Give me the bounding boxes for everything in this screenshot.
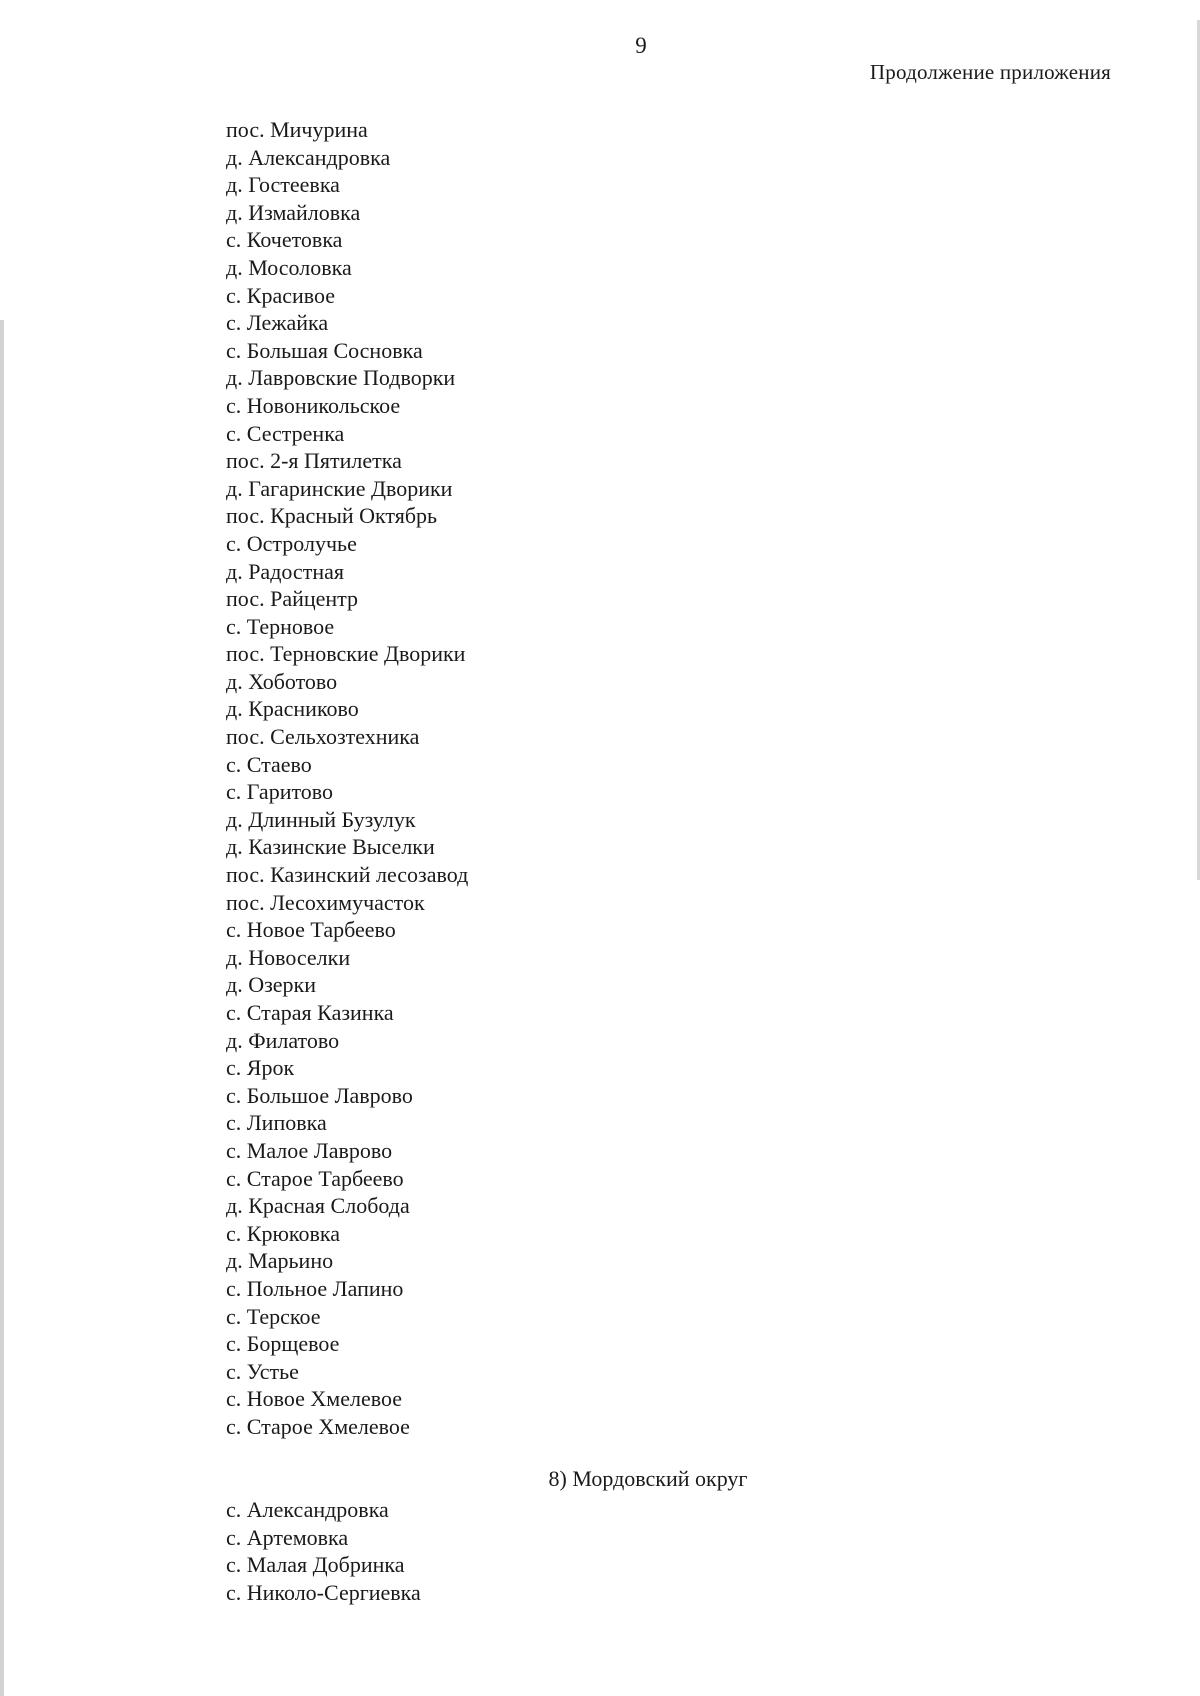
list-item: д. Хоботово bbox=[226, 668, 338, 694]
list-item: с. Николо-Сергиевка bbox=[226, 1579, 421, 1605]
list-item: пос. 2-я Пятилетка bbox=[226, 448, 402, 474]
list-item: пос. Красный Октябрь bbox=[226, 503, 438, 529]
list-item: с. Старое Хмелевое bbox=[226, 1413, 410, 1439]
list-item: с. Остролучье bbox=[226, 530, 357, 556]
settlement-list bbox=[226, 116, 468, 1441]
list-item: пос. Терновские Дворики bbox=[226, 641, 466, 667]
list-item: с. Ярок bbox=[226, 1055, 295, 1081]
list-item: с. Устье bbox=[226, 1358, 299, 1384]
list-item: пос. Лесохимучасток bbox=[226, 889, 425, 915]
list-item: с. Крюковка bbox=[226, 1220, 340, 1246]
list-item: с. Малое Лаврово bbox=[226, 1137, 393, 1163]
list-item: с. Липовка bbox=[226, 1110, 327, 1136]
list-item: д. Филатово bbox=[226, 1027, 340, 1053]
list-item: с. Александровка bbox=[226, 1497, 389, 1522]
list-item: пос. Казинский лесозавод bbox=[226, 862, 469, 888]
list-item: д. Александровка bbox=[226, 144, 391, 170]
list-item: с. Сестренка bbox=[226, 420, 345, 446]
list-item: пос. Райцентр bbox=[226, 586, 359, 612]
list-item: с. Новое Тарбеево bbox=[226, 917, 396, 943]
list-item: с. Новое Хмелевое bbox=[226, 1386, 403, 1412]
list-item: с. Лежайка bbox=[226, 310, 329, 336]
list-item: с. Новоникольское bbox=[226, 392, 401, 418]
list-item: д. Лавровские Подворки bbox=[226, 365, 456, 391]
list-item: д. Длинный Бузулук bbox=[226, 806, 416, 832]
list-item: с. Польное Лапино bbox=[226, 1275, 404, 1301]
list-item: д. Мосоловка bbox=[226, 254, 352, 280]
section-settlement-list bbox=[226, 1496, 421, 1606]
list-item: с. Кочетовка bbox=[226, 227, 343, 253]
list-item: с. Борщевое bbox=[226, 1331, 340, 1357]
list-item: с. Артемовка bbox=[226, 1524, 349, 1550]
list-item: с. Старое Тарбеево bbox=[226, 1165, 404, 1191]
list-item: с. Большое Лаврово bbox=[226, 1082, 413, 1108]
list-item: д. Марьино bbox=[226, 1248, 334, 1274]
list-item: д. Гагаринские Дворики bbox=[226, 475, 453, 501]
list-item: с. Стаево bbox=[226, 751, 312, 777]
running-header: Продолжение приложения bbox=[869, 60, 1111, 84]
list-item: с. Гаритово bbox=[226, 779, 334, 805]
list-item: д. Новоселки bbox=[226, 944, 351, 970]
list-item: с. Малая Добринка bbox=[226, 1552, 405, 1578]
list-item: д. Казинские Выселки bbox=[226, 834, 435, 860]
list-item: д. Красная Слобода bbox=[226, 1193, 410, 1219]
list-item: д. Красниково bbox=[226, 696, 359, 722]
list-item: с. Большая Сосновка bbox=[226, 337, 423, 363]
list-item: с. Терское bbox=[226, 1303, 321, 1329]
list-item: д. Озерки bbox=[226, 972, 316, 998]
section-heading: 8) Мордовский округ bbox=[548, 1466, 748, 1491]
list-item: д. Измайловка bbox=[226, 199, 361, 225]
list-item: д. Гостеевка bbox=[226, 172, 340, 198]
list-item: пос. Мичурина bbox=[226, 117, 368, 142]
list-item: пос. Сельхозтехника bbox=[226, 724, 420, 750]
list-item: д. Радостная bbox=[226, 558, 344, 584]
list-item: с. Терновое bbox=[226, 613, 335, 639]
list-item: с. Красивое bbox=[226, 282, 336, 308]
page-number: 9 bbox=[635, 33, 647, 58]
list-item: с. Старая Казинка bbox=[226, 1000, 394, 1025]
